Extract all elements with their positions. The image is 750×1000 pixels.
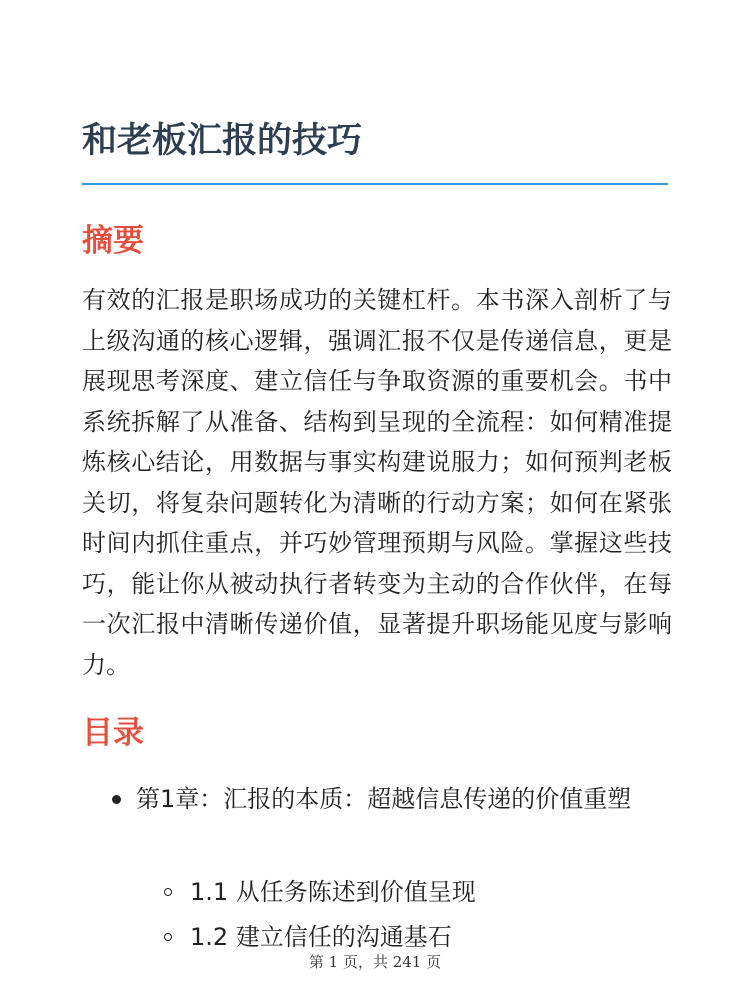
toc-chapter-list	[108, 779, 673, 819]
toc-section-label: 1.1 从任务陈述到价值呈现	[190, 878, 476, 906]
bullet-disc-icon	[112, 795, 121, 804]
toc-section-label: 1.2 建立信任的沟通基石	[190, 923, 452, 951]
page-number-footer: 第 1 页，共 241 页	[0, 951, 750, 973]
bullet-circle-icon	[164, 888, 172, 896]
bullet-circle-icon	[164, 933, 172, 941]
toc-chapter-item[interactable]	[108, 779, 673, 819]
abstract-heading: 摘要	[82, 223, 144, 259]
document-title: 和老板汇报的技巧	[82, 121, 363, 161]
abstract-paragraph: 有效的汇报是职场成功的关键杠杆。本书深入剖析了与上级沟通的核心逻辑，强调汇报不仅是传递信息，更是展现思考深度、建立信任与争取资源的重要机会。书中系统拆解了从准备、结构到呈现的全流程：如何精准提炼核心结论，用数据与事实构建说服力；如何预判老板关切，将复杂问题转化为清晰的行动方案；如何在紧张时间内抓住重点，并巧妙管理预期与风险。掌握这些技巧，能让你从被动执行者转变为主动的合作伙伴，在每一次汇报中清晰传递价值，显著提升职场能见度与影响力。	[82, 286, 672, 679]
title-divider	[82, 183, 668, 185]
toc-section-list	[162, 870, 662, 960]
toc-heading: 目录	[82, 715, 144, 751]
toc-section-item[interactable]	[162, 870, 662, 915]
toc-chapter-label: 第1章：汇报的本质：超越信息传递的价值重塑	[136, 785, 632, 813]
